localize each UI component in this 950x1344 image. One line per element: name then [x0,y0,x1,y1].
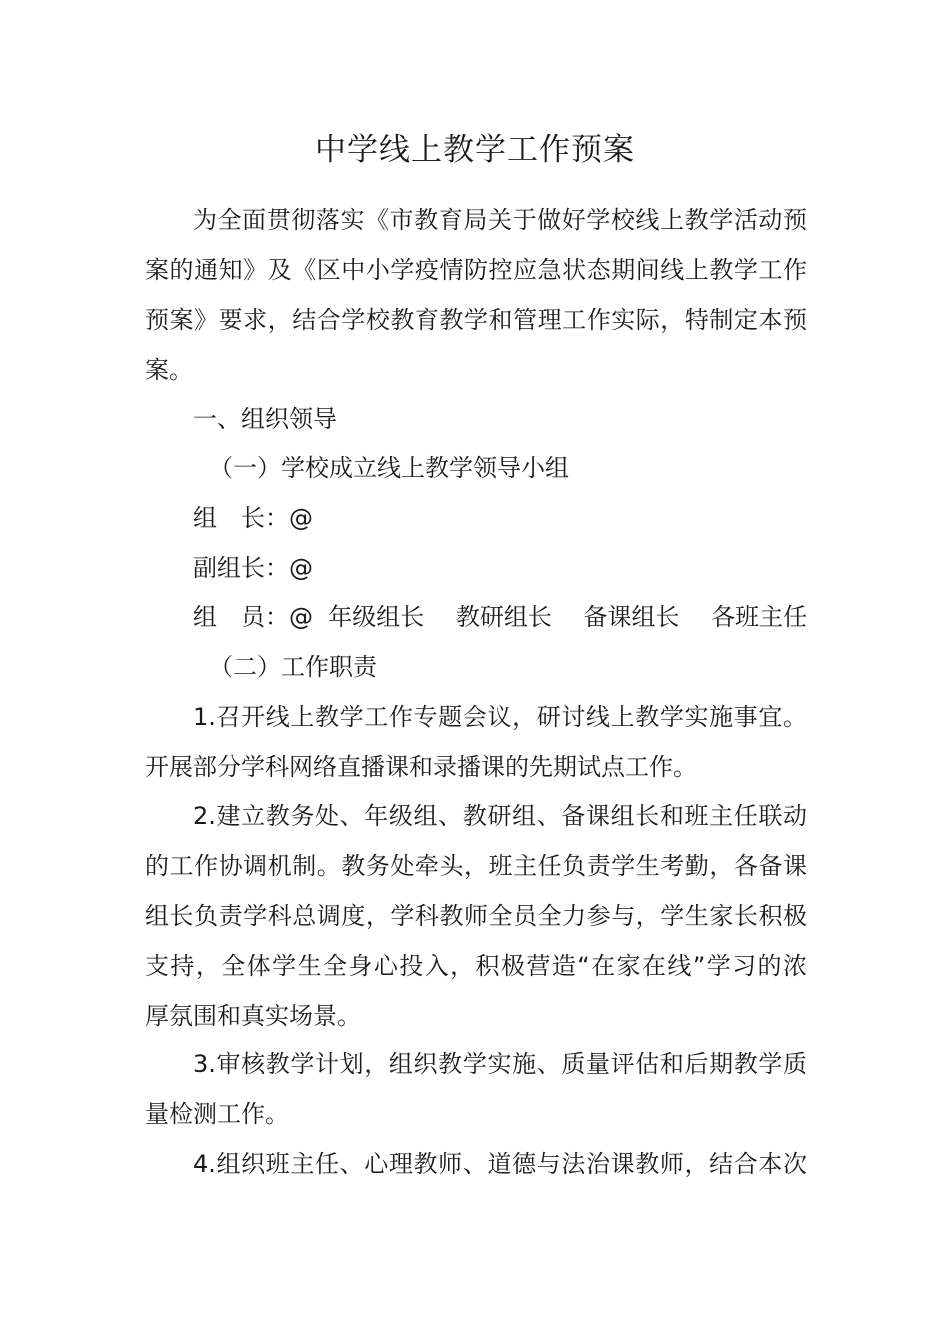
item-2-line-3: 组长负责学科总调度，学科教师全员全力参与，学生家长积极 [145,902,807,930]
deputy-leader-line: 副组长：@ [193,554,313,582]
item-2-line-2: 的工作协调机制。教务处牵头，班主任负责学生考勤，各备课 [145,852,807,880]
leader-line: 组 长：@ [193,504,313,532]
item-2-line-4: 支持，全体学生全身心投入，积极营造“在家在线”学习的浓 [145,952,807,980]
section-heading-organization: 一、组织领导 [193,405,337,433]
item-3-line-2: 量检测工作。 [145,1100,289,1128]
item-1-line-1: 1.召开线上教学工作专题会议，研讨线上教学实施事宜。 [193,703,807,731]
intro-line-2: 案的通知》及《区中小学疫情防控应急状态期间线上教学工作 [145,256,807,284]
intro-line-3: 预案》要求，结合学校教育教学和管理工作实际，特制定本预 [145,306,807,334]
item-3-line-1: 3.审核教学计划，组织教学实施、质量评估和后期教学质 [193,1050,807,1078]
subsection-heading-duties: （二）工作职责 [209,653,377,681]
subsection-heading-leadership-group: （一）学校成立线上教学领导小组 [209,454,569,482]
document-title: 中学线上教学工作预案 [315,132,635,168]
item-2-line-5: 厚氛围和真实场景。 [145,1002,361,1030]
members-line: 组 员：@ 年级组长 教研组长 备课组长 各班主任 [193,603,808,631]
item-4-line-1: 4.组织班主任、心理教师、道德与法治课教师，结合本次 [193,1150,807,1178]
intro-line-1: 为全面贯彻落实《市教育局关于做好学校线上教学活动预 [193,206,807,234]
intro-line-4: 案。 [145,356,193,384]
item-2-line-1: 2.建立教务处、年级组、教研组、备课组长和班主任联动 [193,802,807,830]
item-1-line-2: 开展部分学科网络直播课和录播课的先期试点工作。 [145,753,697,781]
